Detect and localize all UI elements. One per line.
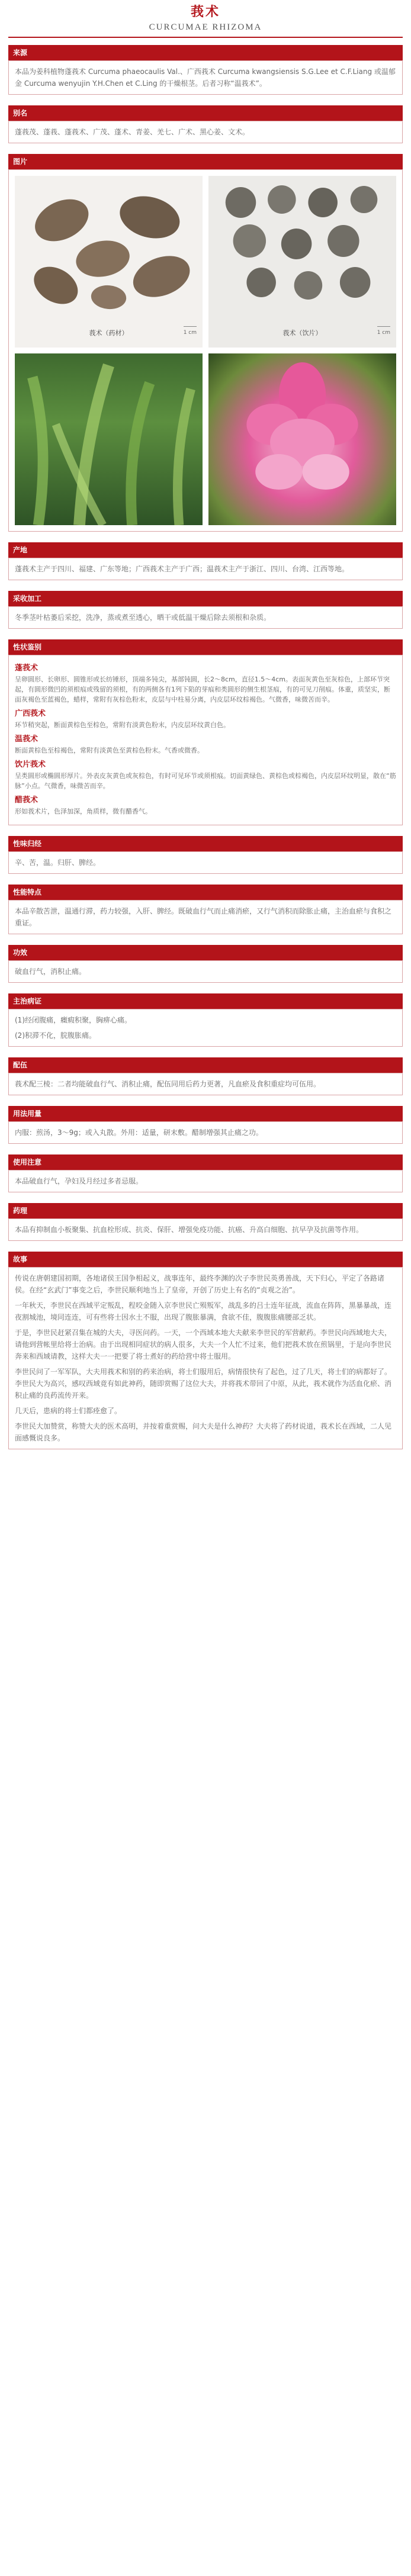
section-heading: 采收加工 [8, 591, 403, 606]
section-heading: 用法用量 [8, 1106, 403, 1121]
section-source [8, 45, 403, 95]
source-text: 本品为姜科植物蓬莪术 Curcuma phaeocaulis Val.、广西莪术 Curcuma kwangsiensis S.G.Lee et C.F.Liang 或温郁金 Curcuma wenyujin Y.H.Chen et C.Ling 的干燥根茎。后者习称“温莪术”。 [15, 67, 396, 88]
pharmacology-text: 本品有抑制血小板聚集、抗血栓形成、抗炎、保肝、增强免疫功能、抗癌、升高白细胞、抗早孕及抗菌等作用。 [15, 1226, 364, 1234]
trait-title: 广西莪术 [15, 709, 46, 718]
section-heading: 功效 [8, 945, 403, 960]
trait-text: 断面黄棕色至棕褐色，常附有淡黄色至黄棕色粉末。气香或微香。 [15, 747, 204, 754]
section-body [8, 121, 403, 143]
section-body [8, 900, 403, 934]
section-body [8, 1009, 403, 1047]
processing-text: 冬季茎叶枯萎后采挖，洗净，蒸或煮至透心，晒干或低温干燥后除去须根和杂质。 [15, 613, 271, 622]
section-cautions [8, 1154, 403, 1192]
trait-text: 环节稍突起，断面黄棕色至棕色，常附有淡黄色粉末，内皮层环纹黄白色。 [15, 721, 230, 729]
section-meridian [8, 836, 403, 874]
section-origin [8, 542, 403, 580]
scale-bar: 1 cm [377, 326, 390, 339]
meridian-text: 辛、苦，温。归肝、脾经。 [15, 858, 101, 867]
section-compatibility [8, 1057, 403, 1095]
section-heading: 产地 [8, 542, 403, 558]
image-grid [8, 169, 403, 532]
story-paragraph: 一年秋天，李世民在西域平定叛乱，程咬金随入京李世民亡殒叛军，战乱多的吕士连年征战，流血在阵阵，黑暴暴战，连夜割城池，境同连连，可有些将士因水土不服，出现了腹胀暴满，食欲不佳，腹腹胀痛腰部乏状。 [15, 1301, 392, 1321]
section-body [8, 960, 403, 983]
section-aliases [8, 105, 403, 143]
section-body [8, 851, 403, 874]
section-heading: 主治病证 [8, 993, 403, 1009]
herb-illustration [15, 176, 203, 348]
section-body [8, 655, 403, 825]
trait-text: 呈卵圆形、长卵形、圆锥形或长纺锤形，顶端多钝尖，基部钝圆，长2～8cm，直径1.5～4cm。表面灰黄色至灰棕色，上部环节突起，有圆形微凹的须根痕或残留的须根，有的两侧各有1列下陷的芽痕和类圆形的侧生根茎痕，有的可见刀削痕。体重，质坚实，断面灰褐色至蓝褐色，蜡样，常附有灰棕色粉末，皮层与中柱易分离，内皮层环纹棕褐色。气微香，味微苦而辛。 [15, 676, 390, 703]
story-paragraph: 于是，李世民赶紧召集在城的大夫，寻医问药。一天，一个西域本地大夫献来李世民的军营献药。李世民向西域地大夫，请他到营帐里给将士治病。由于出现相同症状的病人很多，大夫一个人忙不过来，他们把莪术放在煎锅里，于是向李世民奔来和西域请教，这样大夫一一把要了将士煮好的药给营中将士服用。 [15, 1329, 392, 1361]
usage-text: 内服：煎汤，3～9g；或入丸散。外用：适量，研末敷。醋制增强其止痛之功。 [15, 1128, 263, 1137]
flower-photo [208, 353, 396, 525]
cautions-text: 本品破血行气，孕妇及月经过多者忌服。 [15, 1177, 143, 1185]
indication-line: (1)经闭腹痛，癥瘕积聚，胸痹心痛。 [15, 1016, 131, 1024]
indication-line: (2)积滞不化，脘腹胀痛。 [15, 1031, 96, 1040]
image-caption: 莪术（药材） [89, 329, 129, 337]
section-body [8, 558, 403, 580]
page-subtitle: CURCUMAE RHIZOMA [149, 22, 262, 32]
section-story [8, 1252, 403, 1449]
trait-title: 蓬莪术 [15, 664, 38, 673]
plant-illustration [15, 353, 203, 525]
trait-title: 温莪术 [15, 735, 38, 744]
slice-illustration [208, 176, 396, 348]
section-efficacy [8, 945, 403, 983]
title-divider [8, 37, 403, 38]
compatibility-text: 莪术配三棱：二者均能破血行气、消积止痛，配伍同用后药力更著，凡血瘀及食积重症均可伍用。 [15, 1080, 321, 1088]
section-heading: 性味归经 [8, 836, 403, 851]
story-paragraph: 李世民问了一军军队，大夫用莪术和别的药来治病，将士们服用后，病情很快有了起色，过了几天，将士们的病都好了。李世民大为高兴，感叹西域竟有如此神药，随即赏赐了这位大夫，并将莪术带回了中原，从此，莪术就作为活血化瘀、消积止痛的良药流传开来。 [15, 1368, 392, 1400]
scale-bar: 1 cm [184, 326, 197, 339]
section-traits [8, 639, 403, 825]
trait-title: 饮片莪术 [15, 760, 46, 769]
story-paragraph: 李世民大加赞赏，称赞大夫的医术高明，并按着重赏赐，问大夫是什么神药？大夫将了药材说道，莪术长在西域，二人见面感慨说良多。 [15, 1422, 392, 1442]
efficacy-text: 破血行气，消积止痛。 [15, 967, 86, 976]
flower-illustration [208, 353, 396, 525]
section-pharmacology [8, 1203, 403, 1241]
origin-text: 蓬莪术主产于四川、福建、广东等地；广西莪术主产于广西；温莪术主产于浙江、四川、台湾、江西等地。 [15, 565, 349, 573]
section-body [8, 1218, 403, 1241]
section-heading: 别名 [8, 105, 403, 121]
section-heading: 性能特点 [8, 885, 403, 900]
section-heading: 图片 [8, 154, 403, 169]
section-body [8, 60, 403, 95]
aliases-text: 蓬莪茂、蓬莪、蓬莪术、广茂、蓬术、青姜、羌七、广术、黑心姜、文术。 [15, 128, 250, 136]
trait-text: 形如莪术片，色泽加深，角质样，微有醋香气。 [15, 808, 152, 815]
herb-photo [15, 176, 203, 348]
section-body [8, 606, 403, 629]
slice-photo [208, 176, 396, 348]
image-caption: 莪术（饮片） [282, 329, 322, 337]
section-heading: 来源 [8, 45, 403, 60]
section-indications [8, 993, 403, 1047]
trait-title: 醋莪术 [15, 796, 38, 805]
section-processing [8, 591, 403, 629]
section-images [8, 154, 403, 532]
section-heading: 性状鉴别 [8, 639, 403, 655]
section-body [8, 1121, 403, 1144]
section-heading: 故事 [8, 1252, 403, 1267]
title-block [8, 0, 403, 33]
plant-photo [15, 353, 203, 525]
story-paragraph: 传说在唐朝建国初期，各地诸侯王国争相起义，战事连年，最终李渊的次子李世民英勇善战，天下归心，平定了各路诸侯。在经“玄武门”事变之后，李世民顺利地当上了皇帝，开创了历史上有名的“贞观之治”。 [15, 1274, 385, 1294]
section-body [8, 1170, 403, 1192]
page-title: 莪术 [190, 5, 220, 20]
section-heading: 药理 [8, 1203, 403, 1218]
section-features [8, 885, 403, 934]
trait-text: 呈类圆形或椭圆形厚片。外表皮灰黄色或灰棕色，有时可见环节或须根痕。切面黄绿色、黄棕色或棕褐色，内皮层环纹明显，散在“筋脉”小点。气微香，味微苦而辛。 [15, 772, 396, 790]
section-body [8, 1073, 403, 1095]
story-paragraph: 几天后，患病的将士们都痊愈了。 [15, 1407, 122, 1415]
features-text: 本品辛散苦泄，温通行滞，药力较强，入肝、脾经。既破血行气而止痛消瘀，又行气消积而除胀止痛，主治血瘀与食积之重证。 [15, 907, 392, 927]
section-heading: 使用注意 [8, 1154, 403, 1170]
section-body [8, 1267, 403, 1449]
section-usage [8, 1106, 403, 1144]
section-heading: 配伍 [8, 1057, 403, 1073]
